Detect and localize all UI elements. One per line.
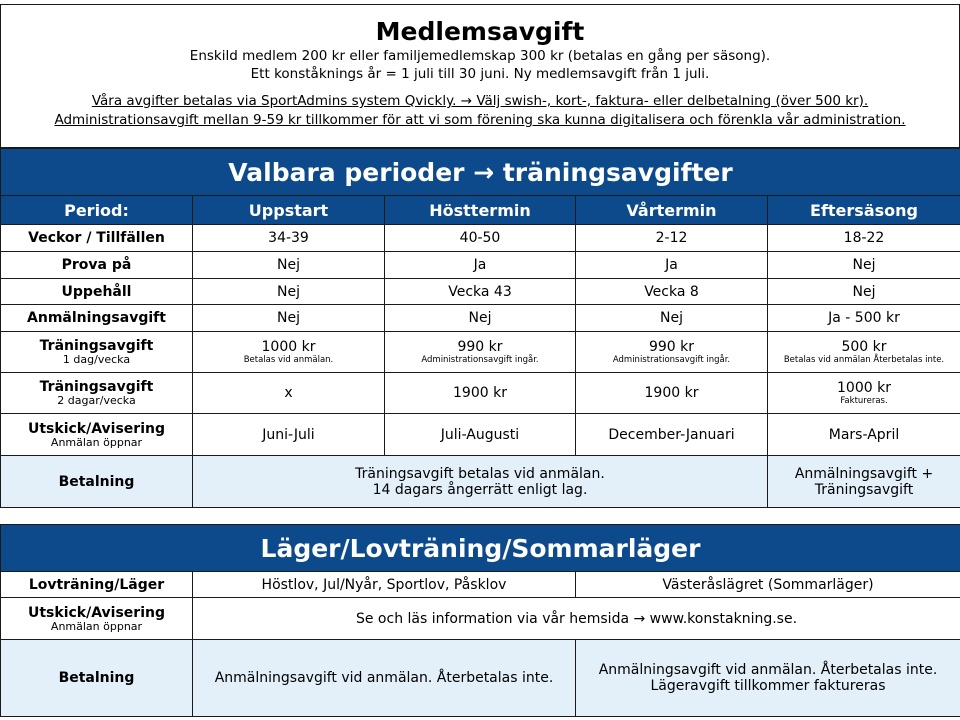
camps-table	[0, 524, 960, 717]
payment-cell-eftersasong: Anmälningsavgift + Träningsavgift	[768, 456, 960, 508]
website-info-cell: Se och läs information via vår hemsida → www.konstakning.se.	[193, 598, 960, 640]
cell: 990 kr Administrationsavgift ingår.	[385, 332, 576, 373]
membership-fee-section	[0, 4, 960, 148]
cell: Ja	[576, 252, 768, 279]
table-row	[1, 598, 960, 640]
table-row	[1, 373, 960, 414]
cell: Nej	[193, 252, 385, 279]
label-main: Träningsavgift	[39, 338, 154, 354]
label-main: Utskick/Avisering	[27, 604, 165, 621]
cell: Västeråslägret (Sommarläger)	[576, 572, 960, 598]
camps-payment-right: Anmälningsavgift vid anmälan. Återbetalas inte. Lägeravgift tillkommer faktureras	[576, 640, 960, 717]
table-row	[1, 456, 960, 508]
cell: 1900 kr	[576, 373, 768, 414]
cell: December-Januari	[576, 414, 768, 456]
cell: Juli-Augusti	[385, 414, 576, 456]
table-row	[1, 305, 960, 332]
table-row	[1, 225, 960, 252]
cell: 40-50	[385, 225, 576, 252]
cell: Nej	[193, 305, 385, 332]
label-sub: 2 dagar/vecka	[57, 394, 136, 407]
camps-banner: Läger/Lovträning/Sommarläger	[1, 525, 960, 572]
header-hosttermin: Hösttermin	[385, 196, 576, 225]
camps-payment-left: Anmälningsavgift vid anmälan. Återbetalas inte.	[193, 640, 576, 717]
cell: Juni-Juli	[193, 414, 385, 456]
row-label-camps: Lovträning/Läger	[1, 572, 193, 598]
cell: Nej	[576, 305, 768, 332]
cell: Vecka 8	[576, 279, 768, 305]
label-sub: Anmälan öppnar	[50, 619, 143, 633]
cell: 1000 kr Betalas vid anmälan.	[193, 332, 385, 373]
cell: Vecka 43	[385, 279, 576, 305]
row-label-fee-2days	[1, 373, 193, 414]
periods-banner: Valbara perioder → träningsavgifter	[1, 149, 960, 196]
row-label-dispatch	[1, 414, 193, 456]
cell: x	[193, 373, 385, 414]
cell: Ja	[385, 252, 576, 279]
cell: Nej	[385, 305, 576, 332]
header-eftersasong: Eftersäsong	[768, 196, 960, 225]
cell: 34-39	[193, 225, 385, 252]
table-row	[1, 572, 960, 598]
cell: 1900 kr	[385, 373, 576, 414]
admin-fee-text: Administrationsavgift mellan 9-59 kr tillkommer för att vi som förening ska kunna digitalisera och förenkla vår administration.	[54, 112, 906, 128]
row-label-pause: Uppehåll	[1, 279, 193, 305]
table-row	[1, 332, 960, 373]
periods-table	[0, 148, 960, 508]
row-label-camps-dispatch	[1, 598, 193, 640]
cell: Nej	[193, 279, 385, 305]
cell: Ja - 500 kr	[768, 305, 960, 332]
cell: Höstlov, Jul/Nyår, Sportlov, Påsklov	[193, 572, 576, 598]
cell: Nej	[768, 252, 960, 279]
table-row	[1, 252, 960, 279]
row-label-trial: Prova på	[1, 252, 193, 279]
label-main: Utskick/Avisering	[27, 420, 165, 437]
label-sub: Anmälan öppnar	[50, 435, 143, 449]
row-label-fee-1day	[1, 332, 193, 373]
table-row	[1, 279, 960, 305]
season-text: Ett konståknings år = 1 juli till 30 juni. Ny medlemsavgift från 1 juli.	[250, 66, 710, 82]
membership-fee-text: Enskild medlem 200 kr eller familjemedlemskap 300 kr (betalas en gång per säsong).	[189, 48, 771, 64]
payment-cell: Träningsavgift betalas vid anmälan. 14 dagars ångerrätt enligt lag.	[193, 456, 768, 508]
label-main: Träningsavgift	[39, 379, 154, 395]
label-sub: 1 dag/vecka	[62, 353, 131, 366]
row-label-payment: Betalning	[1, 456, 193, 508]
table-row	[1, 414, 960, 456]
cell: 2-12	[576, 225, 768, 252]
header-period: Period:	[1, 196, 193, 225]
membership-title: Medlemsavgift	[375, 17, 585, 46]
table-row	[1, 640, 960, 717]
row-label-signup-fee: Anmälningsavgift	[1, 305, 193, 332]
cell: Mars-April	[768, 414, 960, 456]
row-label-camps-payment: Betalning	[1, 640, 193, 717]
cell: 500 kr Betalas vid anmälan Återbetalas inte.	[768, 332, 960, 373]
header-vartermin: Vårtermin	[576, 196, 768, 225]
header-uppstart: Uppstart	[193, 196, 385, 225]
payment-info-text: Våra avgifter betalas via SportAdmins system Qvickly. → Välj swish-, kort-, faktura- eller delbetalning (över 500 kr).	[91, 93, 869, 109]
cell: 1000 kr Faktureras.	[768, 373, 960, 414]
cell: 990 kr Administrationsavgift ingår.	[576, 332, 768, 373]
row-label-weeks: Veckor / Tillfällen	[1, 225, 193, 252]
cell: Nej	[768, 279, 960, 305]
cell: 18-22	[768, 225, 960, 252]
